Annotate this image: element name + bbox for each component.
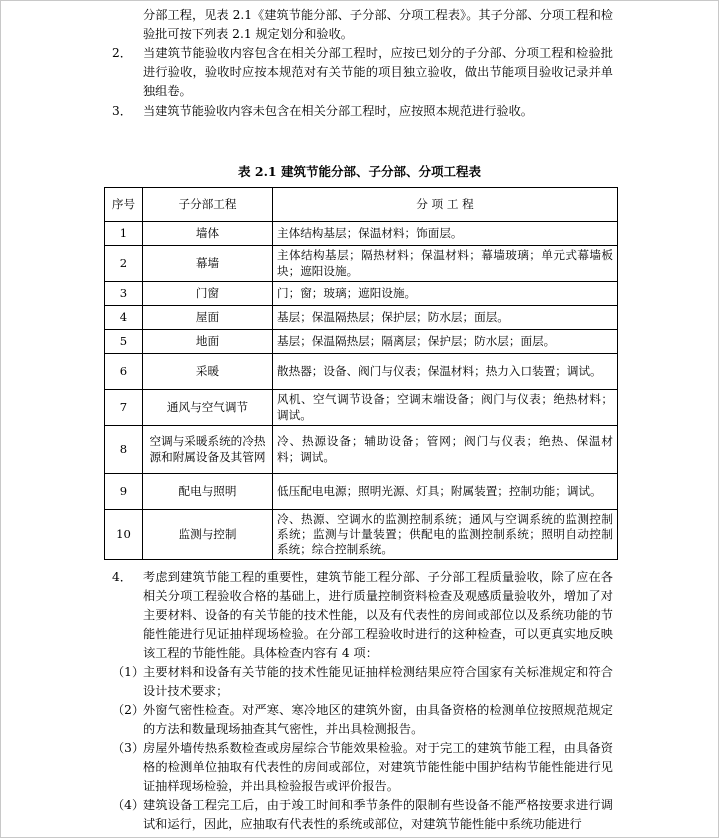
point-1-text: 主要材料和设备有关节能的技术性能见证抽样检测结果应符合国家有关标准规定和符合设计技术要求；: [143, 665, 613, 698]
row-items: 冷、热源、空调水的监测控制系统；通风与空调系统的监测控制系统；监测与计量装置；供配电的监测控制系统；照明自动控制系统；综合控制系统。: [273, 510, 618, 560]
row-subdivision: 幕墙: [143, 246, 273, 282]
item-4-text: 考虑到建筑节能工程的重要性，建筑节能工程分部、子分部工程质量验收，除了应在各相关分项工程验收合格的基础上，进行质量控制资料检查及观感质量验收外，增加了对主要材料、设备的有关节能的技术性能，以及有代表性的房间或部位以及系统功能的节能性能进行见证抽样现场检验。在分部工程验收时进行的这种检查，可以更真实地反映该工程的节能性能。具体检查内容有 4 项：: [143, 570, 613, 660]
header-subdivision: 子分部工程: [143, 188, 273, 222]
row-subdivision: 采暖: [143, 354, 273, 390]
row-items: 风机、空气调节设备；空调末端设备；阀门与仪表；绝热材料；调试。: [273, 390, 618, 426]
row-number: 9: [105, 474, 143, 510]
header-items: 分 项 工 程: [273, 188, 618, 222]
item-2-number: 2．: [112, 46, 132, 60]
point-1-number: （1）: [112, 665, 145, 679]
table-row: [105, 306, 618, 330]
item-4-number: 4．: [112, 570, 132, 584]
row-number: 6: [105, 354, 143, 390]
row-number: 8: [105, 426, 143, 474]
row-number: 1: [105, 222, 143, 246]
point-3-text: 房屋外墙传热系数检查或房屋综合节能效果检验。对于完工的建筑节能工程，由具备资格的检测单位抽取有代表性的房间或部位，对建筑节能性能中围护结构节能性能进行见证抽样现场检验，并出具检验报告或评价报告。: [143, 741, 613, 793]
table-row: [105, 282, 618, 306]
row-number: 3: [105, 282, 143, 306]
table-row: [105, 330, 618, 354]
row-items: 低压配电电源；照明光源、灯具；附属装置；控制功能；调试。: [273, 474, 618, 510]
row-number: 2: [105, 246, 143, 282]
intro-continuation: 分部工程，见表 2.1《建筑节能分部、子分部、分项工程表》。其子分部、分项工程和检验批可按下列表 2.1 规定划分和验收。: [143, 8, 613, 41]
item-3-number: 3．: [112, 104, 132, 118]
row-subdivision: 配电与照明: [143, 474, 273, 510]
table-row: [105, 354, 618, 390]
point-4-number: （4）: [112, 798, 145, 812]
division-table: [104, 187, 618, 560]
row-items: 基层；保温隔热层；保护层；防水层；面层。: [273, 306, 618, 330]
table-row: [105, 426, 618, 474]
header-number: 序号: [105, 188, 143, 222]
table-row: [105, 390, 618, 426]
point-4-text: 建筑设备工程完工后，由于竣工时间和季节条件的限制有些设备不能严格按要求进行调试和运行，因此，应抽取有代表性的系统或部位，对建筑节能性能中系统功能进行: [143, 798, 613, 831]
table-row: [105, 510, 618, 560]
point-2-number: （2）: [112, 703, 145, 717]
table-row: [105, 246, 618, 282]
table-caption: 表 2.1 建筑节能分部、子分部、分项工程表: [238, 164, 481, 179]
table-row: [105, 222, 618, 246]
row-subdivision: 屋面: [143, 306, 273, 330]
row-subdivision: 通风与空气调节: [143, 390, 273, 426]
row-items: 门；窗；玻璃；遮阳设施。: [273, 282, 618, 306]
row-number: 7: [105, 390, 143, 426]
row-number: 5: [105, 330, 143, 354]
row-subdivision: 空调与采暖系统的冷热源和附属设备及其管网: [143, 426, 273, 474]
row-number: 10: [105, 510, 143, 560]
point-2-text: 外窗气密性检查。对严寒、寒冷地区的建筑外窗，由具备资格的检测单位按照规范规定的方法和数量现场抽查其气密性，并出具检测报告。: [143, 703, 613, 736]
table-row: [105, 474, 618, 510]
point-3-number: （3）: [112, 741, 145, 755]
row-subdivision: 门窗: [143, 282, 273, 306]
row-subdivision: 监测与控制: [143, 510, 273, 560]
row-items: 基层；保温隔热层；隔离层；保护层；防水层；面层。: [273, 330, 618, 354]
item-2-text: 当建筑节能验收内容包含在相关分部工程时，应按已划分的子分部、分项工程和检验批进行验收，验收时应按本规范对有关节能的项目独立验收，做出节能项目验收记录并单独组卷。: [143, 46, 613, 98]
item-3-text: 当建筑节能验收内容未包含在相关分部工程时，应按照本规范进行验收。: [143, 104, 533, 118]
row-items: 散热器；设备、阀门与仪表；保温材料；热力入口装置；调试。: [273, 354, 618, 390]
row-number: 4: [105, 306, 143, 330]
row-items: 主体结构基层；隔热材料；保温材料；幕墙玻璃；单元式幕墙板块；遮阳设施。: [273, 246, 618, 282]
row-subdivision: 墙体: [143, 222, 273, 246]
row-subdivision: 地面: [143, 330, 273, 354]
row-items: 冷、热源设备；辅助设备；管网；阀门与仪表；绝热、保温材料；调试。: [273, 426, 618, 474]
row-items: 主体结构基层；保温材料；饰面层。: [273, 222, 618, 246]
